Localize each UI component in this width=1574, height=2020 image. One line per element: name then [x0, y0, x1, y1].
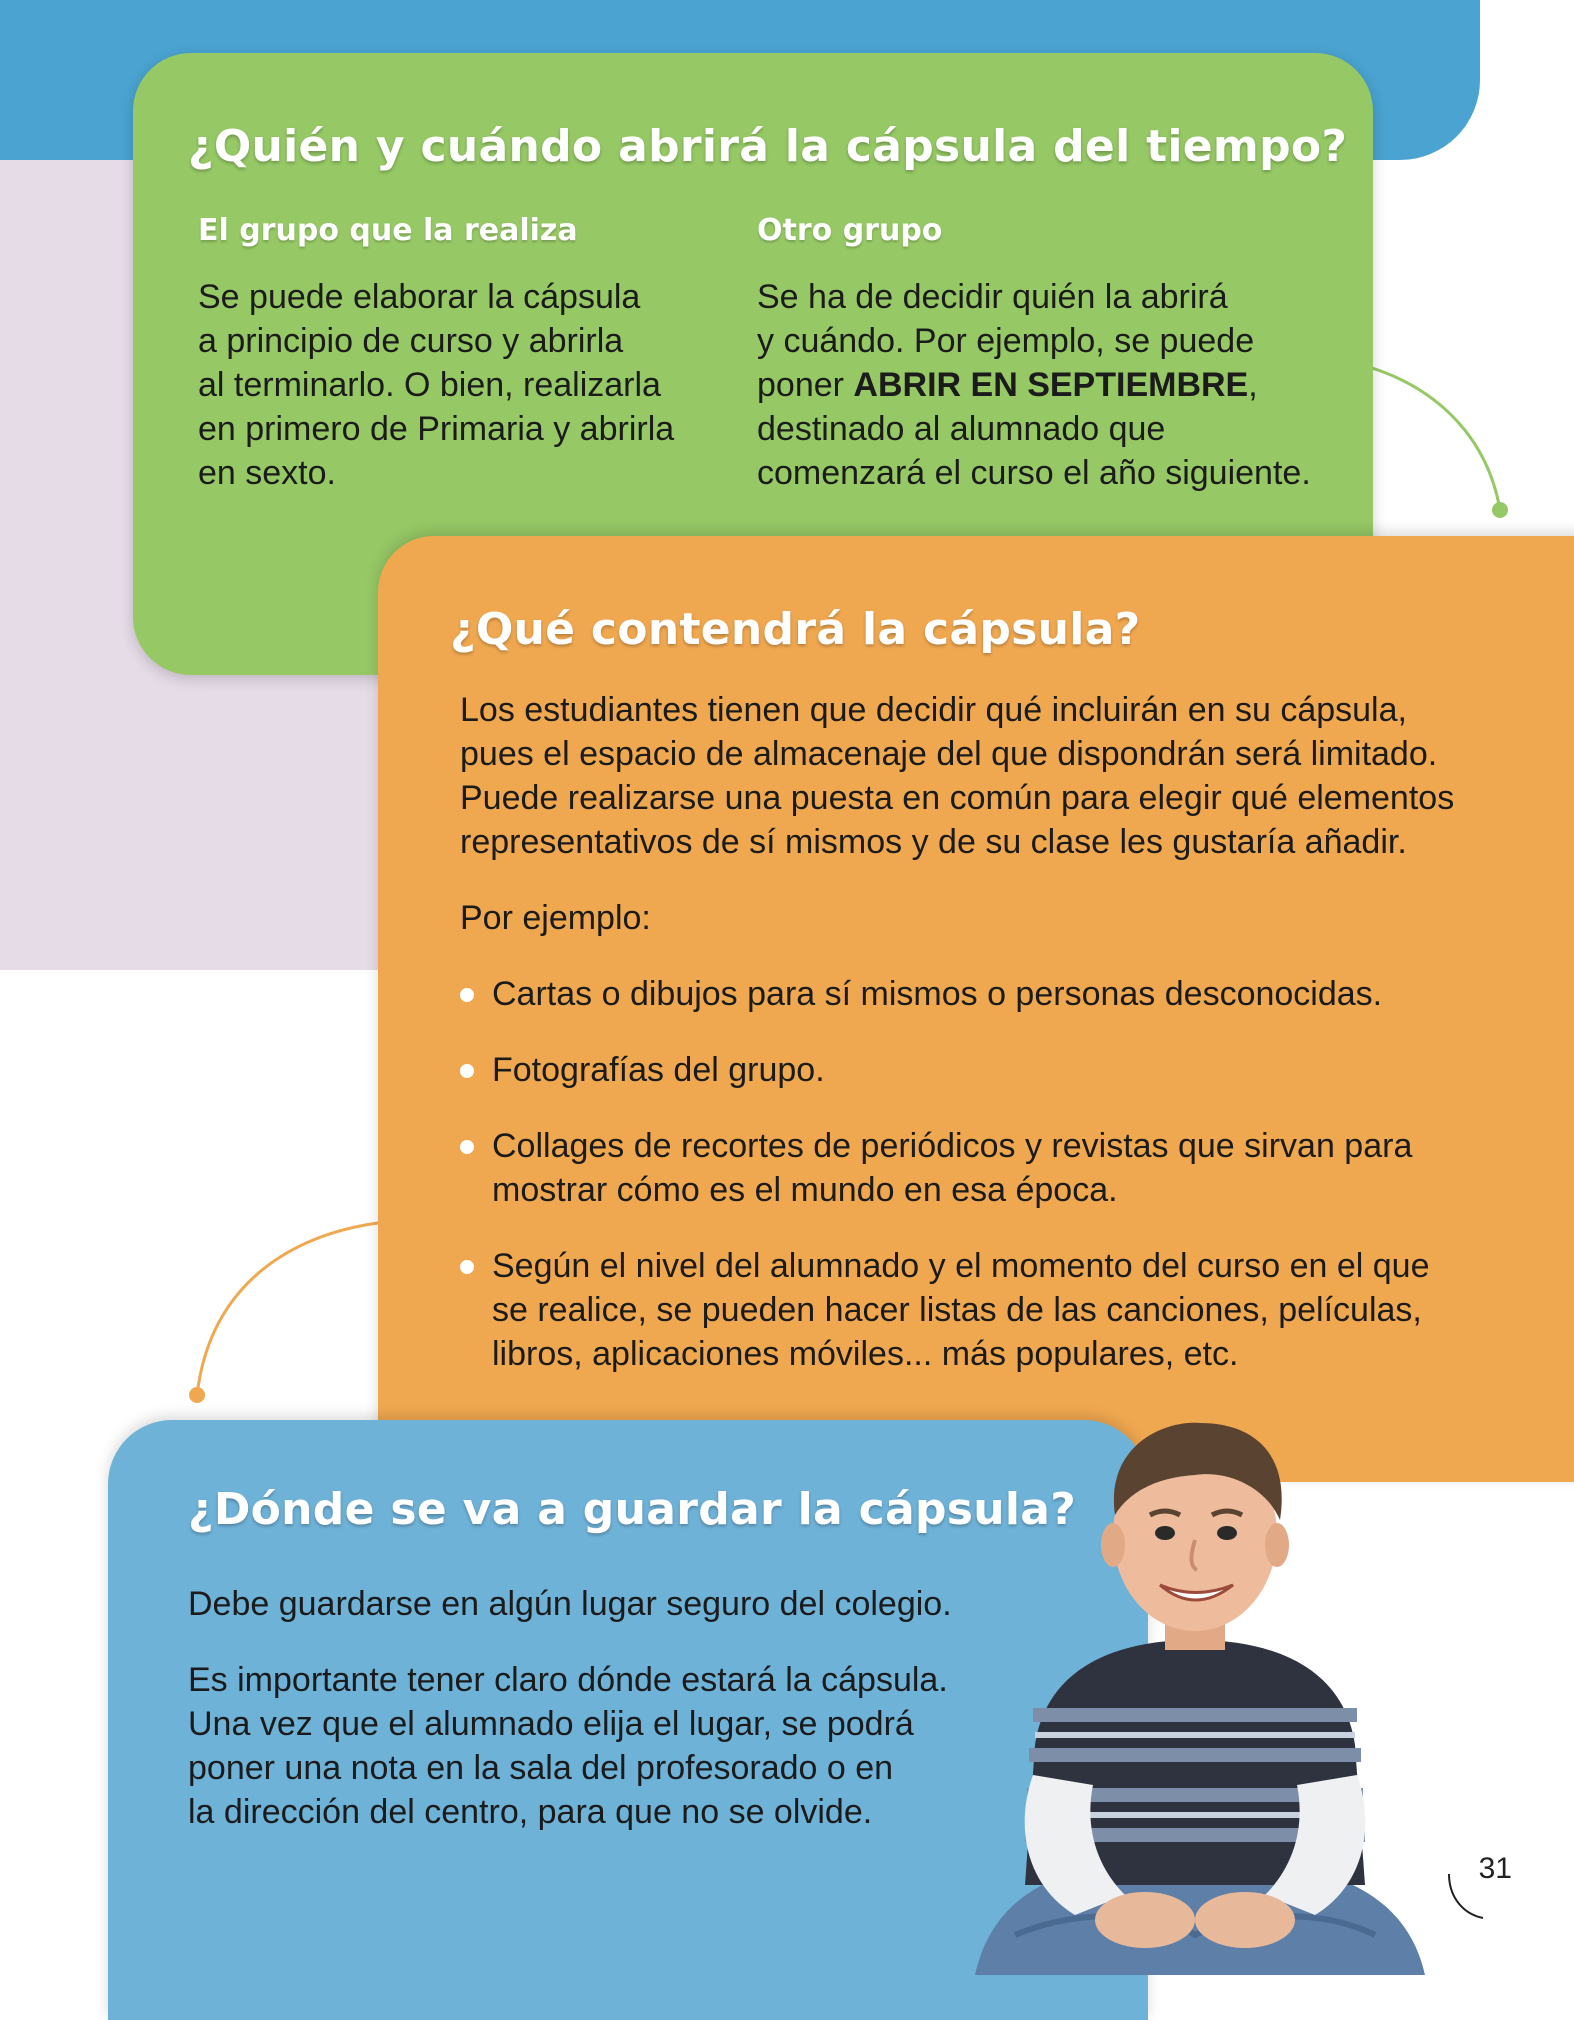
blue-line: Una vez que el alumnado elija el lugar, se podrá — [188, 1705, 914, 1743]
col2-text — [757, 275, 1357, 495]
open-in-september-text: ABRIR EN SEPTIEMBRE — [853, 366, 1249, 404]
intro-line: Los estudiantes tienen que decidir qué incluirán en su cápsula, — [460, 691, 1407, 729]
orange-intro — [460, 688, 1570, 864]
orange-connector-curve — [180, 1215, 380, 1405]
green-connector-curve — [1370, 360, 1510, 520]
list-item: Según el nivel del alumnado y el momento del curso en el que se realice, se pueden hacer listas de las canciones, películas, libros, aplicaciones móviles... más populares, etc. — [460, 1244, 1570, 1376]
blue-card-title: ¿Dónde se va a guardar la cápsula? — [188, 1484, 1077, 1535]
blue-line: Es importante tener claro dónde estará la cápsula. — [188, 1661, 948, 1699]
blue-para-2 — [188, 1658, 1008, 1834]
col2-heading: Otro grupo — [757, 213, 943, 248]
col2-line: Se ha de decidir quién la abrirá — [757, 278, 1228, 316]
col1-line: a principio de curso y abrirla — [198, 322, 624, 360]
intro-line: representativos de sí mismos y de su clase les gustaría añadir. — [460, 823, 1407, 861]
page-number: 31 — [1478, 1852, 1512, 1885]
blue-line: poner una nota en la sala del profesorado o en — [188, 1749, 894, 1787]
col1-line: al terminarlo. O bien, realizarla — [198, 366, 661, 404]
col1-line: Se puede elaborar la cápsula — [198, 278, 641, 316]
list-item: Cartas o dibujos para sí mismos o personas desconocidas. — [460, 972, 1570, 1016]
col1-heading: El grupo que la realiza — [198, 213, 578, 248]
green-card-title: ¿Quién y cuándo abrirá la cápsula del tiempo? — [188, 121, 1348, 172]
col2-line: poner ABRIR EN SEPTIEMBRE, — [757, 366, 1258, 404]
col2-line: destinado al alumnado que — [757, 410, 1166, 448]
blue-line: la dirección del centro, para que no se olvide. — [188, 1793, 873, 1831]
list-item: Fotografías del grupo. — [460, 1048, 1570, 1092]
corner-arc-icon — [1445, 1872, 1485, 1920]
intro-line: pues el espacio de almacenaje del que dispondrán será limitado. — [460, 735, 1438, 773]
col1-line: en sexto. — [198, 454, 336, 492]
list-item: Collages de recortes de periódicos y revistas que sirvan para mostrar cómo es el mundo en esa época. — [460, 1124, 1570, 1212]
col2-line: y cuándo. Por ejemplo, se puede — [757, 322, 1255, 360]
col1-line: en primero de Primaria y abrirla — [198, 410, 675, 448]
example-list — [460, 972, 1570, 1408]
intro-line: Puede realizarse una puesta en común para elegir qué elementos — [460, 779, 1455, 817]
blue-para-1: Debe guardarse en algún lugar seguro del colegio. — [188, 1585, 952, 1623]
col2-line: comenzará el curso el año siguiente. — [757, 454, 1311, 492]
orange-card-title: ¿Qué contendrá la cápsula? — [450, 604, 1141, 655]
child-photo-illustration — [955, 1415, 1435, 1975]
example-label: Por ejemplo: — [460, 899, 651, 937]
orange-card — [378, 536, 1574, 1482]
col1-text — [198, 275, 718, 495]
